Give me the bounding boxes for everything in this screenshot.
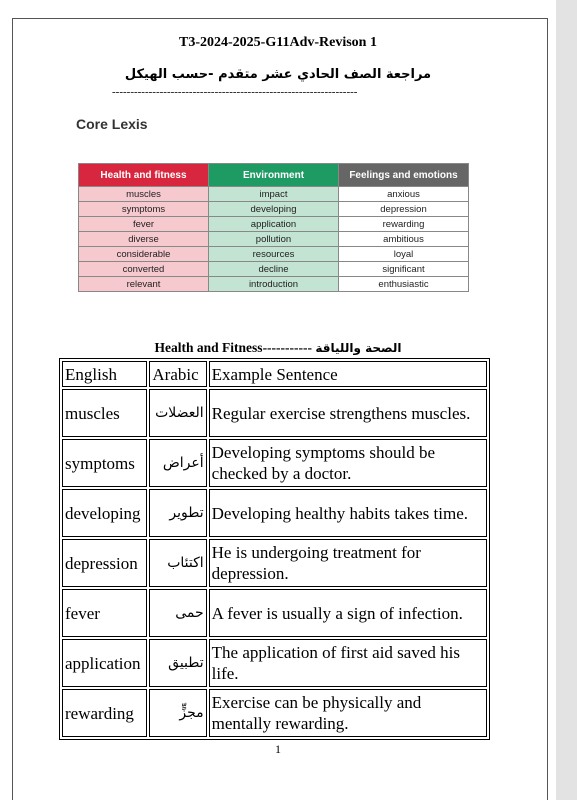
lexis-row (79, 232, 469, 247)
page-number: 1 (275, 742, 281, 756)
page-border-left (12, 18, 13, 800)
core-lexis-table (78, 163, 469, 292)
lexis-cell: impact (209, 187, 339, 202)
lexis-row (79, 217, 469, 232)
vocab-row (62, 439, 487, 487)
vocab-row (62, 639, 487, 687)
lexis-cell: application (209, 217, 339, 232)
vocab-arabic-cell: اكتئاب (149, 539, 206, 587)
vocab-sentence-cell: A fever is usually a sign of infection. (209, 589, 487, 637)
document-subtitle: مراجعة الصف الحادي عشر متقدم -حسب الهيكل (124, 67, 432, 82)
core-lexis-title: Core Lexis (76, 116, 148, 132)
vocab-header-row (62, 361, 487, 387)
lexis-cell: fever (79, 217, 209, 232)
lexis-cell: ambitious (339, 232, 469, 247)
lexis-cell: introduction (209, 277, 339, 292)
lexis-cell: resources (209, 247, 339, 262)
lexis-cell: symptoms (79, 202, 209, 217)
lexis-header-0: Health and fitness (79, 164, 209, 187)
vocab-header-english: English (62, 361, 147, 387)
lexis-cell: depression (339, 202, 469, 217)
lexis-cell: muscles (79, 187, 209, 202)
vocab-english-cell: depression (62, 539, 147, 587)
vocab-sentence-cell: Regular exercise strengthens muscles. (209, 389, 487, 437)
vocab-row (62, 389, 487, 437)
vocab-sentence-cell: Developing healthy habits takes time. (209, 489, 487, 537)
vocab-english-cell: muscles (62, 389, 147, 437)
section-title-english: Health and Fitness (154, 340, 263, 355)
vocab-english-cell: rewarding (62, 689, 147, 737)
page-border-top (12, 18, 547, 19)
lexis-cell: anxious (339, 187, 469, 202)
lexis-cell: considerable (79, 247, 209, 262)
vocab-english-cell: developing (62, 489, 147, 537)
vocab-table (59, 358, 490, 740)
section-title (0, 340, 556, 356)
lexis-cell: converted (79, 262, 209, 277)
lexis-row (79, 202, 469, 217)
viewer-side-panel (556, 0, 577, 800)
lexis-cell: relevant (79, 277, 209, 292)
vocab-row (62, 689, 487, 737)
section-title-dashes: ----------- (262, 340, 313, 355)
lexis-cell: developing (209, 202, 339, 217)
vocab-arabic-cell: العضلات (149, 389, 206, 437)
vocab-arabic-cell: مجزٍّ (149, 689, 206, 737)
lexis-cell: rewarding (339, 217, 469, 232)
vocab-sentence-cell: The application of first aid saved his life. (209, 639, 487, 687)
lexis-cell: decline (209, 262, 339, 277)
lexis-row (79, 262, 469, 277)
lexis-row (79, 277, 469, 292)
vocab-sentence-cell: He is undergoing treatment for depression. (209, 539, 487, 587)
vocab-english-cell: application (62, 639, 147, 687)
vocab-row (62, 539, 487, 587)
lexis-cell: pollution (209, 232, 339, 247)
vocab-row (62, 589, 487, 637)
document-title: T3-2024-2025-G11Adv-Revison 1 (179, 35, 377, 50)
lexis-row (79, 247, 469, 262)
lexis-header-2: Feelings and emotions (339, 164, 469, 187)
vocab-sentence-cell: Developing symptoms should be checked by a doctor. (209, 439, 487, 487)
lexis-cell: loyal (339, 247, 469, 262)
vocab-arabic-cell: تطوير (149, 489, 206, 537)
vocab-row (62, 489, 487, 537)
lexis-cell: enthusiastic (339, 277, 469, 292)
vocab-header-arabic: Arabic (149, 361, 206, 387)
page-border-right (547, 18, 548, 800)
lexis-cell: diverse (79, 232, 209, 247)
section-title-arabic: الصحة واللياقة (315, 341, 402, 355)
vocab-arabic-cell: حمى (149, 589, 206, 637)
lexis-cell: significant (339, 262, 469, 277)
vocab-arabic-cell: أعراض (149, 439, 206, 487)
separator-line: ------------------------------------------------------------------- (112, 86, 358, 98)
vocab-english-cell: symptoms (62, 439, 147, 487)
lexis-row (79, 187, 469, 202)
vocab-sentence-cell: Exercise can be physically and mentally rewarding. (209, 689, 487, 737)
vocab-header-sentence: Example Sentence (209, 361, 487, 387)
vocab-english-cell: fever (62, 589, 147, 637)
lexis-header-1: Environment (209, 164, 339, 187)
vocab-arabic-cell: تطبيق (149, 639, 206, 687)
